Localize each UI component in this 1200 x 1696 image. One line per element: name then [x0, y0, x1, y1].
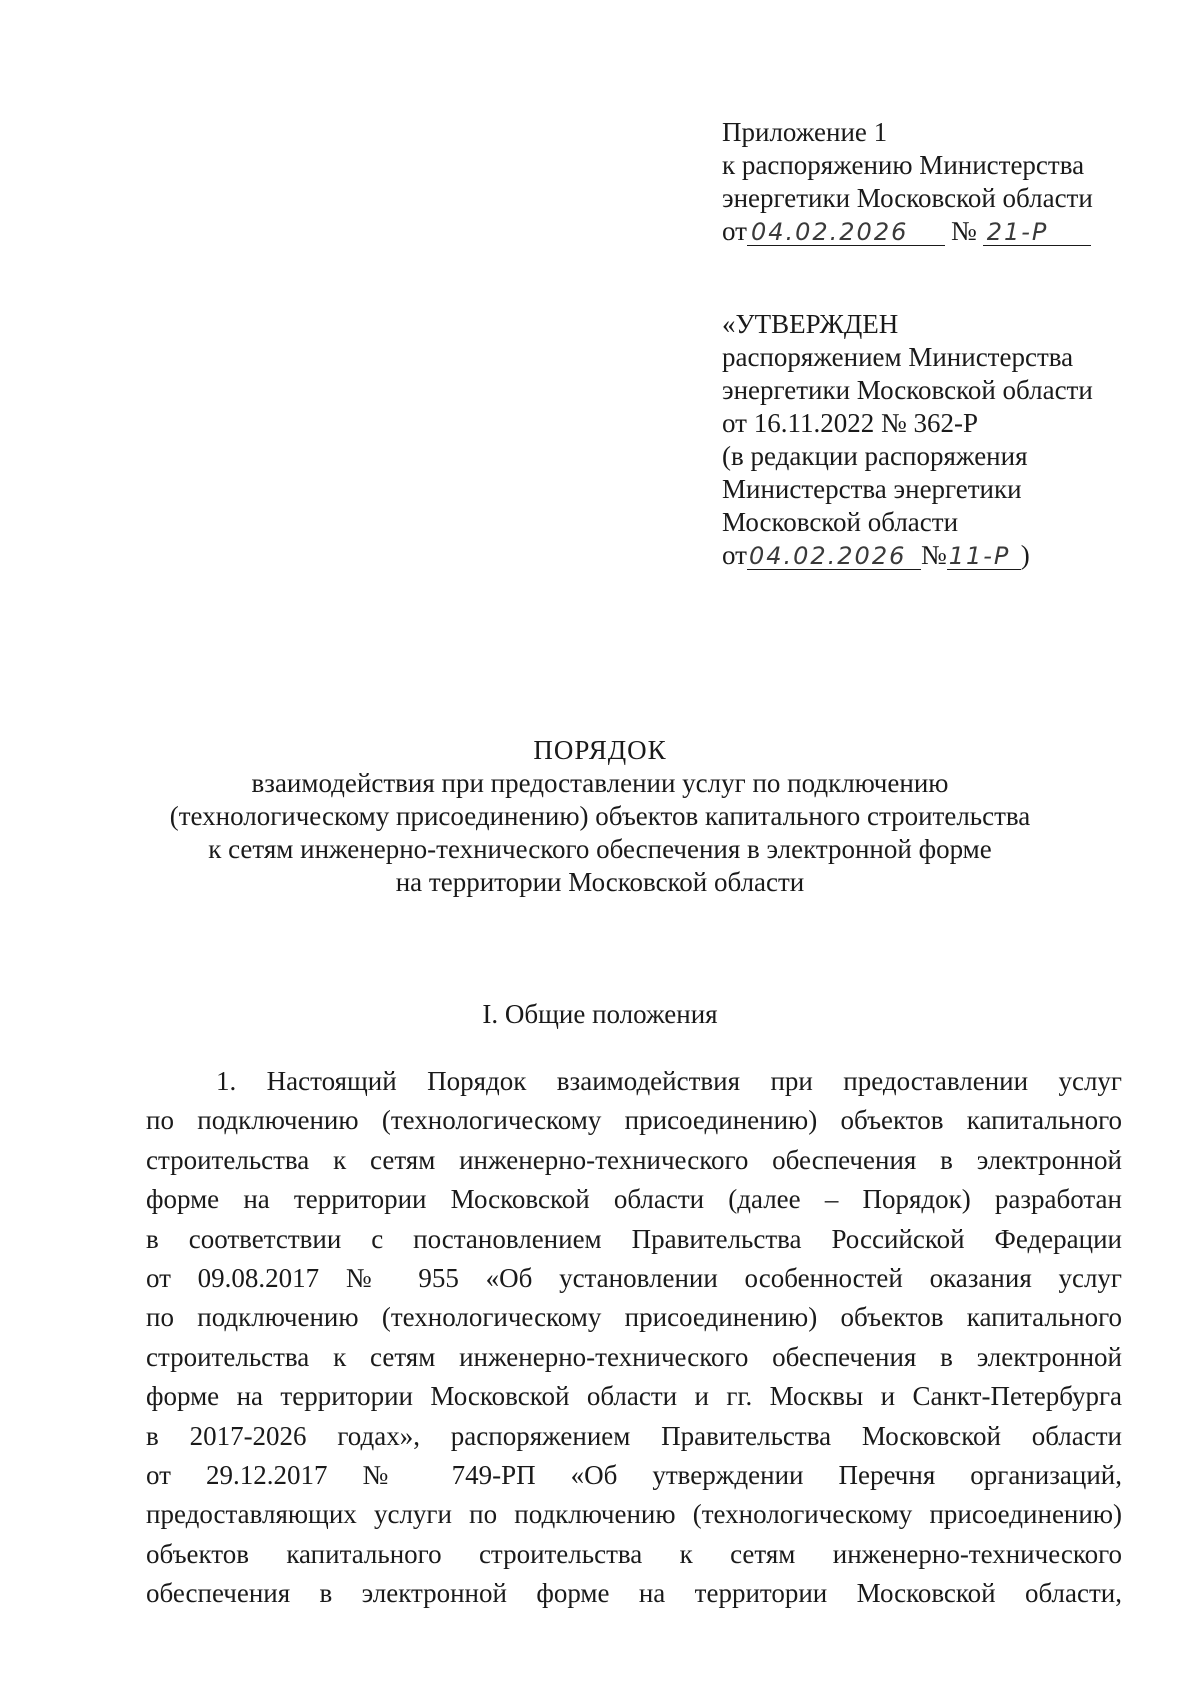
appendix-line-3: энергетики Московской области	[722, 183, 1093, 213]
paragraph-line: форме на территории Московской области и гг. Москвы и Санкт-Петербурга	[146, 1381, 1122, 1412]
approved-handwritten-number: 11-Р	[947, 543, 1021, 570]
approved-line-3: энергетики Московской области	[722, 375, 1093, 405]
appendix-number-sign: №	[950, 216, 977, 246]
document-title	[130, 734, 1070, 899]
paragraph-line: от 09.08.2017 № 955 «Об установлении особенностей оказания услуг	[146, 1263, 1122, 1294]
appendix-handwritten-number: 21-Р	[983, 219, 1091, 246]
approved-line-6: Министерства энергетики	[722, 474, 1022, 504]
title-main: ПОРЯДОК	[533, 735, 667, 765]
appendix-from-prefix: от	[722, 216, 747, 246]
appendix-line-1: Приложение 1	[722, 117, 888, 147]
title-subline: взаимодействия при предоставлении услуг по подключению	[251, 768, 949, 798]
paragraph-line: по подключению (технологическому присоединению) объектов капитального	[146, 1105, 1122, 1136]
paragraph-line: обеспечения в электронной форме на территории Московской области,	[146, 1578, 1122, 1609]
paragraph-line: форме на территории Московской области (далее – Порядок) разработан	[146, 1184, 1122, 1215]
approved-line-5: (в редакции распоряжения	[722, 441, 1028, 471]
approved-number-sign: №	[920, 540, 947, 570]
title-subline: (технологическому присоединению) объектов капитального строительства	[169, 801, 1031, 831]
approved-line-7: Московской области	[722, 507, 959, 537]
approved-date-number-line	[722, 539, 1142, 572]
approved-line-1: «УТВЕРЖДЕН	[722, 309, 899, 339]
paragraph-line: в соответствии с постановлением Правительства Российской Федерации	[146, 1223, 1122, 1254]
paragraph-line: по подключению (технологическому присоединению) объектов капитального	[146, 1302, 1122, 1333]
paragraph-line: предоставляющих услуги по подключению (технологическому присоединению)	[146, 1499, 1122, 1530]
title-subline: к сетям инженерно-технического обеспечения в электронной форме	[208, 834, 992, 864]
paragraph-line: от 29.12.2017 № 749-РП «Об утверждении Перечня организаций,	[146, 1460, 1122, 1491]
appendix-header	[722, 116, 1142, 248]
approved-closing-paren: )	[1020, 540, 1030, 570]
appendix-line-2: к распоряжению Министерства	[722, 150, 1085, 180]
title-subline: на территории Московской области	[395, 867, 805, 897]
paragraph-line: в 2017-2026 годах», распоряжением Правительства Московской области	[146, 1420, 1122, 1451]
appendix-handwritten-date: 04.02.2026	[747, 219, 945, 246]
section-heading: I. Общие положения	[482, 999, 718, 1029]
paragraph-line: строительства к сетям инженерно-технического обеспечения в электронной	[146, 1144, 1122, 1175]
approved-from-prefix: от	[722, 540, 747, 570]
paragraph-line: объектов капитального строительства к сетям инженерно-технического	[146, 1538, 1122, 1569]
paragraph-line: строительства к сетям инженерно-технического обеспечения в электронной	[146, 1341, 1122, 1372]
approved-handwritten-date: 04.02.2026	[747, 543, 921, 570]
appendix-date-number-line	[722, 215, 1142, 248]
approved-line-4: от 16.11.2022 № 362-Р	[722, 408, 978, 438]
approved-line-2: распоряжением Министерства	[722, 342, 1074, 372]
approved-stamp-block	[722, 308, 1142, 572]
paragraph-1	[146, 1062, 1122, 1614]
paragraph-line: 1. Настоящий Порядок взаимодействия при предоставлении услуг	[216, 1066, 1122, 1096]
